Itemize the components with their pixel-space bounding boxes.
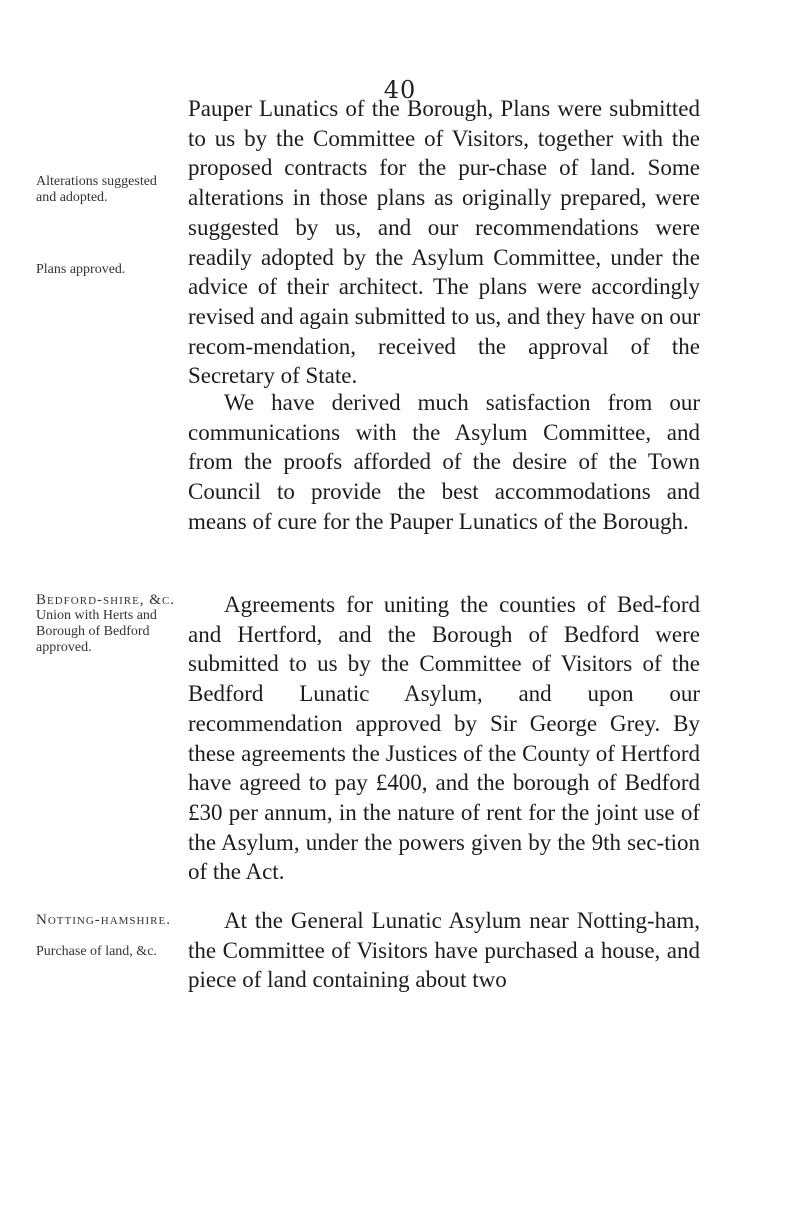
- margin-note-plans: Plans approved.: [36, 262, 126, 277]
- margin-note-nottinghamshire: [36, 912, 176, 960]
- margin-note-purchase: Purchase of land, &c.: [36, 944, 157, 959]
- paragraph-bedford-agreements: Agreements for uniting the counties of Bed-ford and Hertford, and the Borough of Bedford were submitted to us by the Committee of Visitors of the Bedford Lunatic Asylum, and upon our recommendation approved by Sir George Grey. By these agreements the Justices of the County of Hertford have agreed to pay £400, and the borough of Bedford £30 per annum, in the nature of rent for the joint use of the Asylum, under the powers given by the 9th sec-tion of the Act.: [188, 592, 700, 885]
- paragraph-nottingham: At the General Lunatic Asylum near Notting-ham, the Committee of Visitors have purchased a house, and piece of land containing about two: [188, 908, 700, 993]
- margin-note-bedford: [36, 592, 176, 656]
- margin-note-bedford-body: Union with Herts and Borough of Bedford approved.: [36, 608, 157, 655]
- margin-heading-bedford: Bedford-shire, &c.: [36, 592, 176, 608]
- margin-heading-nottinghamshire: Notting-hamshire.: [36, 912, 171, 928]
- margin-note-alterations: Alterations suggested and adopted.: [36, 174, 157, 205]
- paragraph-satisfaction: We have derived much satisfaction from our communications with the Asylum Committee, and from the proofs afforded of the desire of the Town Council to provide the best accommodations and means of cure for the Pauper Lunatics of the Borough.: [188, 390, 700, 534]
- paragraph-plans-submitted: Pauper Lunatics of the Borough, Plans were submitted to us by the Committee of Visitors, together with the proposed contracts for the pur-chase of land. Some alterations in those plans as originally prepared, were suggested by us, and our recommendations were readily adopted by the Asylum Committee, under the advice of their architect. The plans were accordingly revised and again submitted to us, and they have on our recom-mendation, received the approval of the Secretary of State.: [188, 96, 700, 389]
- page-number: 40: [383, 76, 417, 104]
